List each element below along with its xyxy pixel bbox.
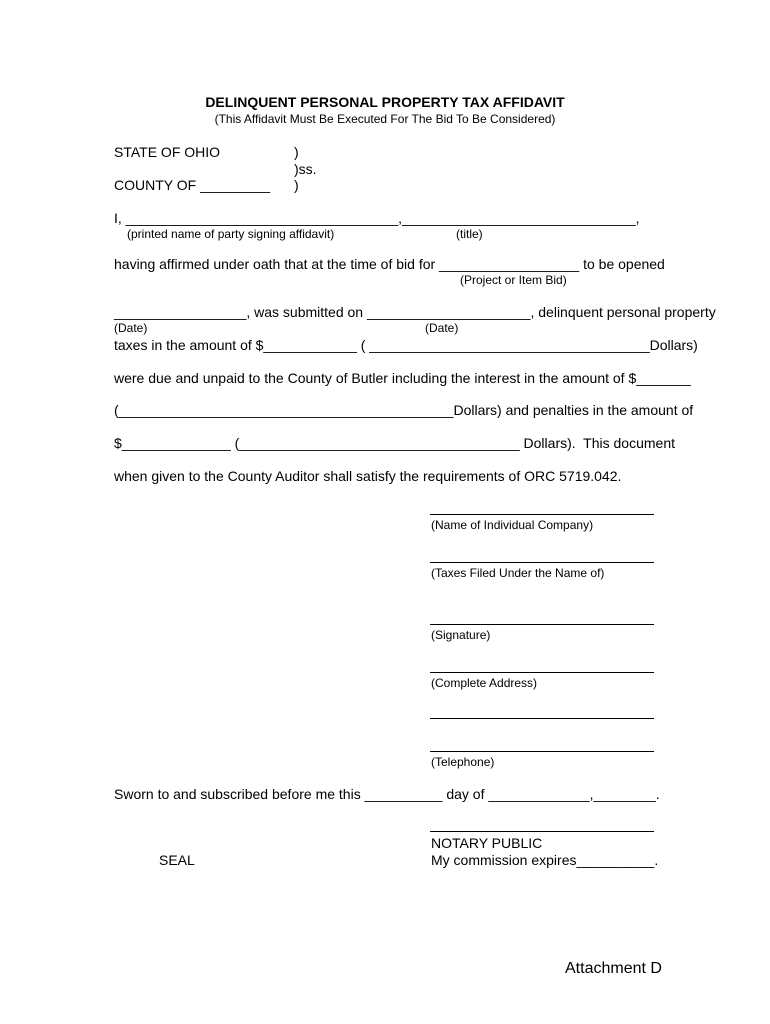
caption-printed-name: (printed name of party signing affidavit) (127, 227, 335, 241)
sworn-line: Sworn to and subscribed before me this __________ day of _____________,________. (114, 786, 660, 802)
caption-taxes-filed: (Taxes Filed Under the Name of) (431, 566, 605, 580)
signature-rule (430, 514, 654, 515)
caption-title: (title) (456, 227, 483, 241)
state-label: STATE OF OHIO (114, 144, 221, 160)
signature-rule (430, 751, 654, 752)
notary-public-label: NOTARY PUBLIC (431, 835, 543, 851)
document-subtitle: (This Affidavit Must Be Executed For The Bid To Be Considered) (214, 112, 556, 126)
commission-expires-line: My commission expires__________. (431, 852, 659, 868)
caption-date-1: (Date) (114, 321, 148, 335)
attachment-label: Attachment D (565, 960, 662, 977)
document-line: $______________ (____________________________________ Dollars). This document (114, 435, 675, 451)
interest-line: were due and unpaid to the County of Butler including the interest in the amount of $_______ (114, 370, 691, 386)
caption-telephone: (Telephone) (431, 755, 495, 769)
caption-address: (Complete Address) (431, 676, 538, 690)
notary-rule (430, 831, 654, 832)
caption-name-company: (Name of Individual Company) (431, 518, 594, 532)
signature-rule (430, 624, 654, 625)
venue-ss: )ss. (294, 161, 317, 177)
seal-label: SEAL (159, 852, 195, 868)
caption-project: (Project or Item Bid) (460, 273, 567, 287)
taxes-amount-line: taxes in the amount of $____________ ( ____________________________________Dollars) (114, 337, 698, 353)
affiant-line: I, ___________________________________,______________________________, (114, 210, 640, 226)
orc-line: when given to the County Auditor shall satisfy the requirements of ORC 5719.042. (114, 468, 622, 484)
signature-rule (430, 672, 654, 673)
oath-line: having affirmed under oath that at the time of bid for __________________ to be opened (114, 256, 665, 272)
signature-rule (430, 718, 654, 719)
caption-date-2: (Date) (425, 321, 459, 335)
caption-signature: (Signature) (431, 628, 491, 642)
document-title: DELINQUENT PERSONAL PROPERTY TAX AFFIDAVIT (205, 94, 565, 110)
venue-paren-top: ) (294, 144, 299, 160)
submission-line: _________________, was submitted on _____________________, delinquent personal property (114, 304, 716, 320)
venue-paren-bottom: ) (294, 177, 299, 193)
signature-rule (430, 562, 654, 563)
penalties-line: (___________________________________________Dollars) and penalties in the amount of (114, 402, 694, 418)
county-label: COUNTY OF _________ (114, 177, 271, 193)
